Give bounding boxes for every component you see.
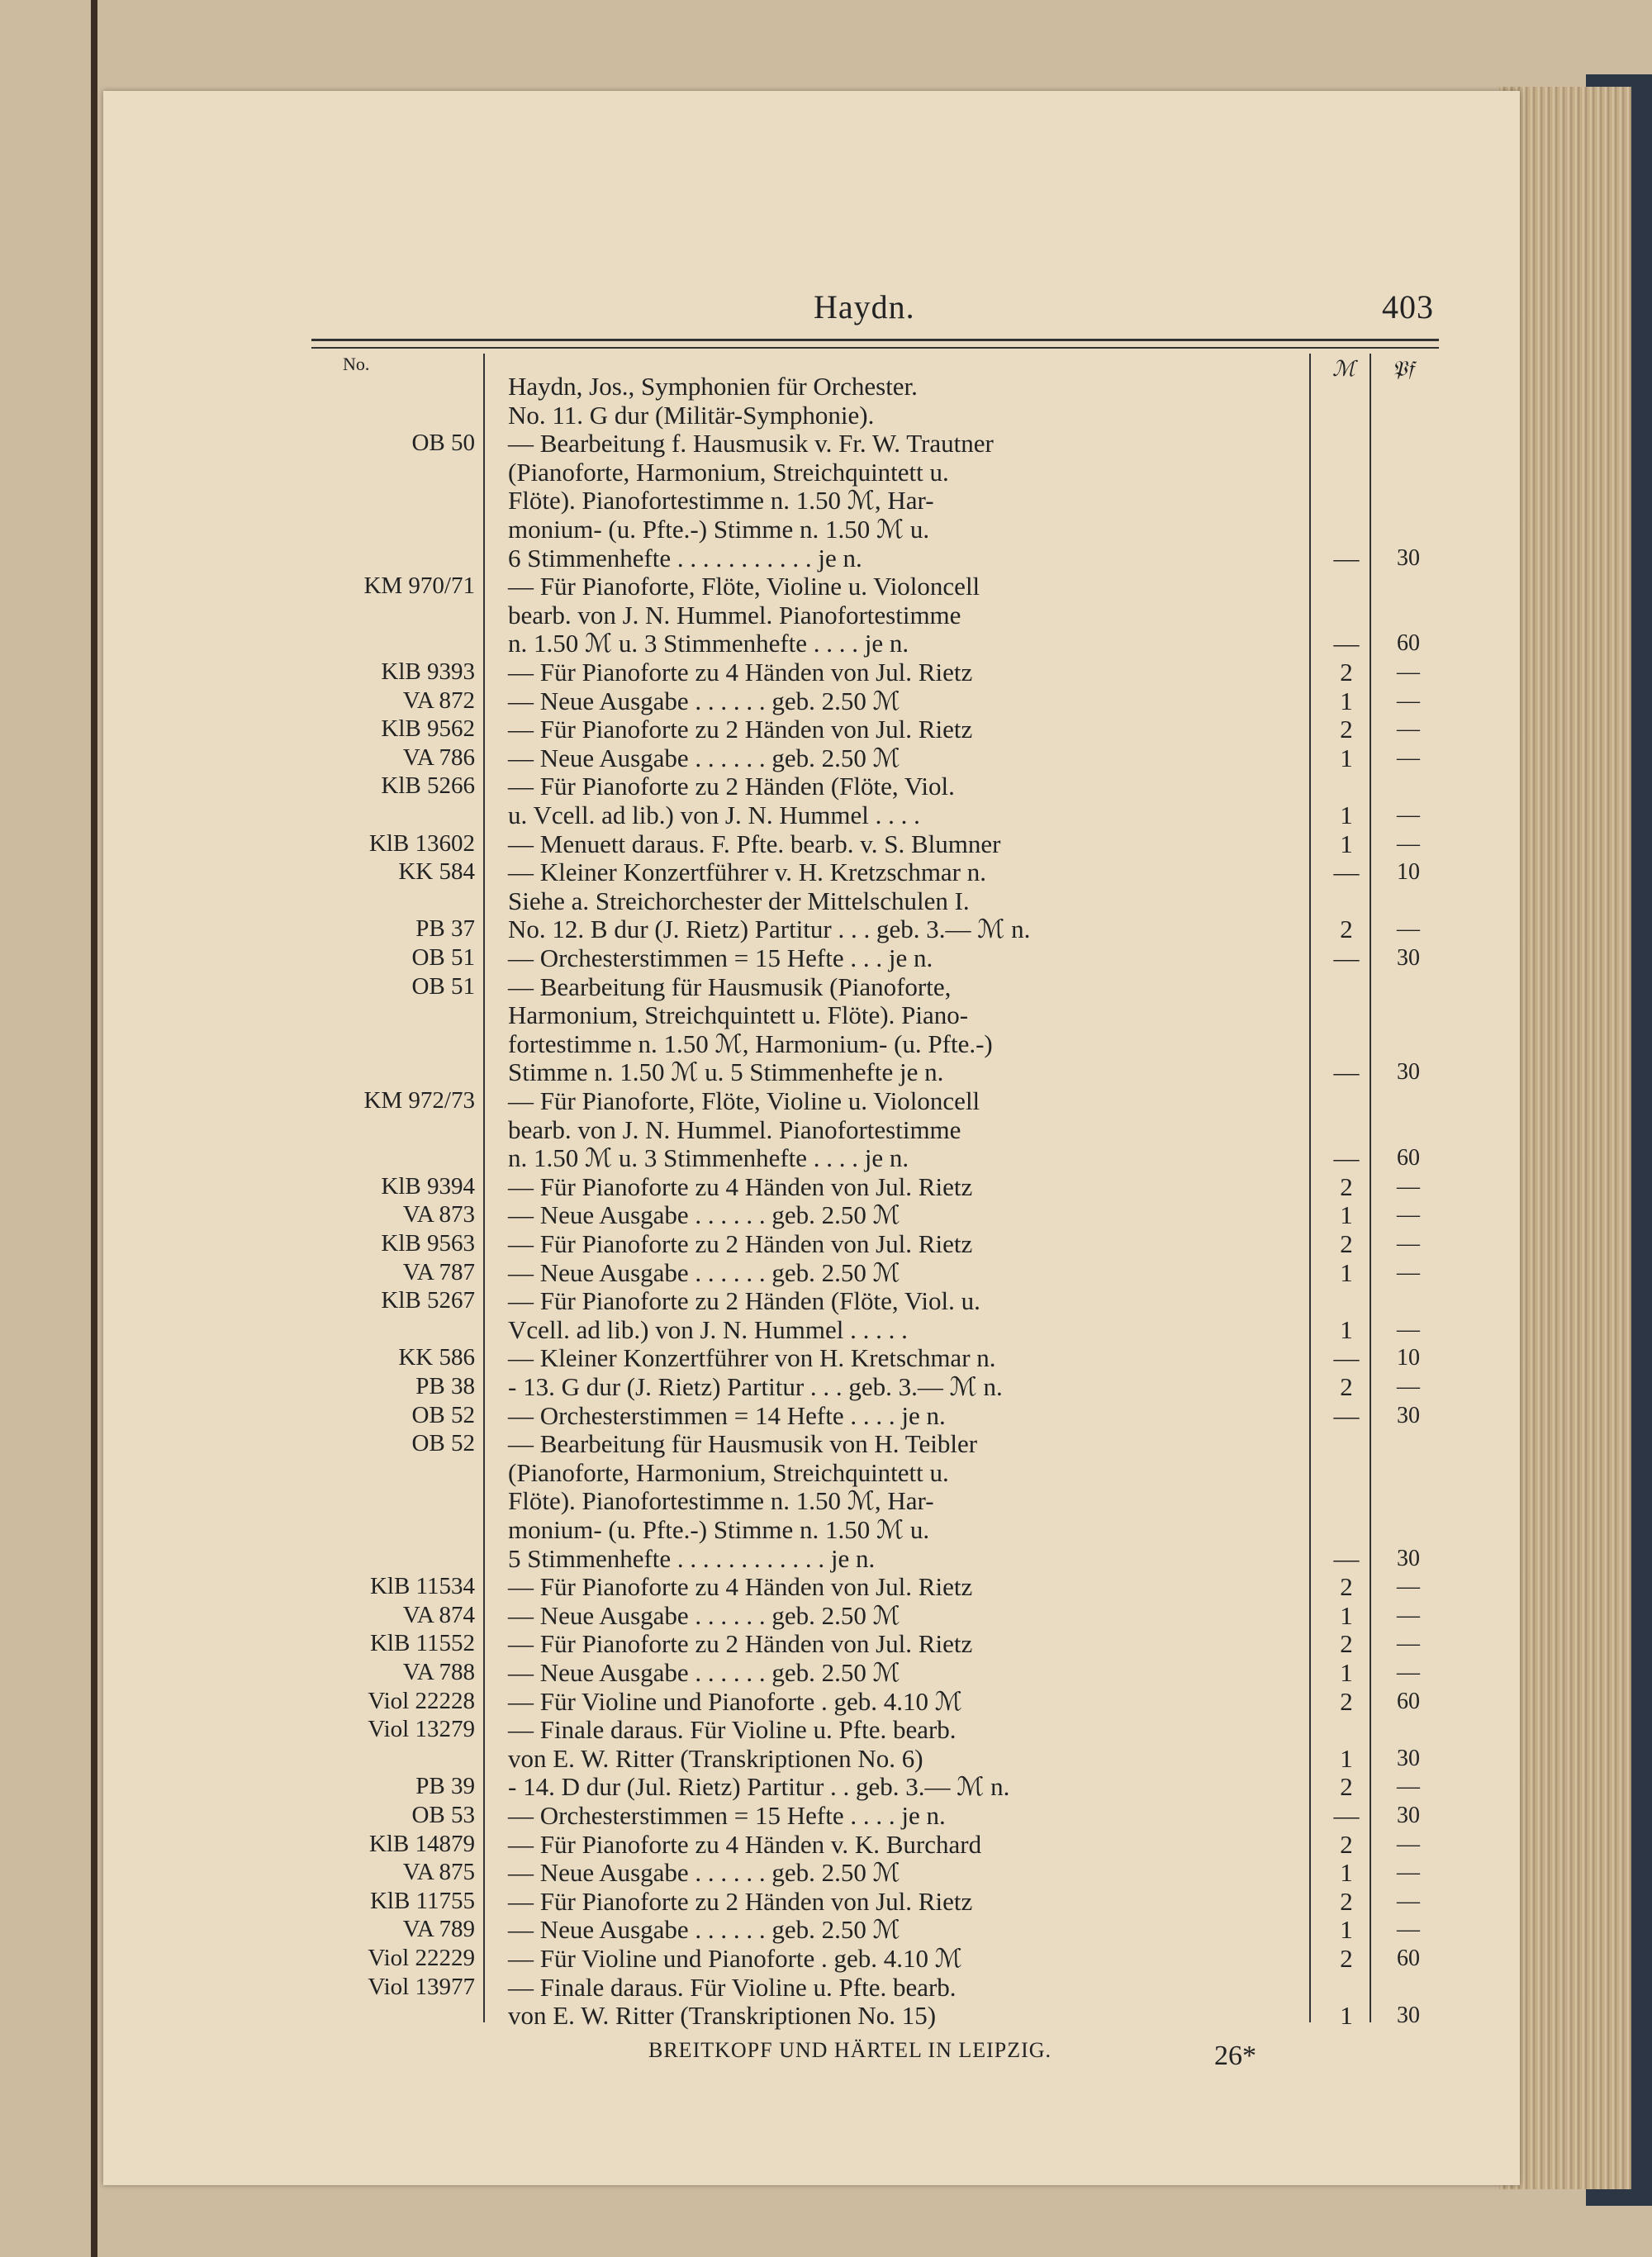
catalog-number: OB 50 — [411, 430, 475, 457]
page-number: 403 — [1382, 288, 1434, 325]
catalog-row — [318, 687, 1441, 715]
catalog-row — [318, 1401, 1441, 1430]
entry-text: — Menuett daraus. F. Pfte. bearb. v. S. Blumner — [508, 829, 1001, 858]
catalog-row — [318, 1887, 1441, 1916]
catalog-row — [318, 1000, 1441, 1029]
catalog-row — [318, 1143, 1441, 1172]
price-mark: 1 — [1340, 743, 1353, 772]
entry-text: Haydn, Jos., Symphonien für Orchester. — [508, 372, 918, 401]
catalog-row — [318, 1286, 1441, 1315]
price-pfennig: 60 — [1397, 1145, 1420, 1171]
price-pfennig: — — [1397, 1202, 1420, 1228]
catalog-row — [318, 1343, 1441, 1372]
entry-text: — Neue Ausgabe . . . . . . geb. 2.50 ℳ — [508, 1257, 900, 1287]
price-pfennig: 30 — [1397, 1803, 1420, 1828]
entry-text: fortestimme n. 1.50 ℳ, Harmonium- (u. Pfte.-) — [508, 1029, 993, 1058]
entry-text: (Pianoforte, Harmonium, Streichquintett u. — [508, 457, 949, 487]
entry-text: — Für Pianoforte zu 4 Händen von Jul. Rietz — [508, 1572, 973, 1602]
entry-text: — Für Pianoforte zu 4 Händen v. K. Burchard — [508, 1829, 982, 1859]
entry-text: — Für Violine und Pianoforte . geb. 4.10 ℳ — [508, 1686, 962, 1716]
catalog-number: PB 37 — [415, 915, 475, 943]
price-pfennig: 10 — [1397, 1345, 1420, 1371]
entry-text: u. Vcell. ad lib.) von J. N. Hummel . . . . — [508, 801, 920, 829]
catalog-row — [318, 544, 1441, 573]
price-pfennig: 30 — [1397, 1745, 1420, 1771]
catalog-number: KM 972/73 — [363, 1087, 475, 1114]
entry-text: Flöte). Pianofortestimme n. 1.50 ℳ, Har- — [508, 486, 934, 516]
entry-text: Flöte). Pianofortestimme n. 1.50 ℳ, Har- — [508, 1486, 934, 1516]
price-mark: 2 — [1340, 1229, 1353, 1258]
entry-text: 6 Stimmenhefte . . . . . . . . . . . je n. — [508, 543, 862, 573]
price-pfennig: 30 — [1397, 2003, 1420, 2029]
price-mark: 2 — [1340, 1171, 1353, 1201]
catalog-row — [318, 1830, 1441, 1859]
catalog-number: KlB 9394 — [381, 1172, 475, 1200]
entry-text: — Für Pianoforte zu 2 Händen (Flöte, Viol. — [508, 772, 955, 801]
price-mark: 2 — [1340, 1944, 1353, 1973]
catalog-row — [318, 1429, 1441, 1458]
catalog-number: OB 52 — [411, 1430, 475, 1457]
price-mark: 1 — [1340, 1743, 1353, 1773]
price-mark: 1 — [1340, 1600, 1353, 1630]
entry-text: n. 1.50 ℳ u. 3 Stimmenhefte . . . . je n. — [508, 1143, 909, 1173]
entry-text: No. 11. G dur (Militär-Symphonie). — [508, 400, 875, 430]
catalog-row — [318, 715, 1441, 744]
price-mark: 2 — [1340, 1572, 1353, 1602]
price-mark: — — [1333, 1143, 1360, 1173]
entry-text: — Bearbeitung für Hausmusik (Pianoforte, — [508, 972, 952, 1001]
price-pfennig: 30 — [1397, 544, 1420, 571]
entry-text: Vcell. ad lib.) von J. N. Hummel . . . . . — [508, 1314, 908, 1344]
price-pfennig: — — [1397, 1631, 1420, 1657]
price-mark: 2 — [1340, 715, 1353, 744]
column-header-pfennig: 𝔓𝔣 — [1392, 357, 1414, 381]
entry-text: — Neue Ausgabe . . . . . . geb. 2.50 ℳ — [508, 1858, 900, 1888]
price-mark: — — [1333, 858, 1360, 887]
price-pfennig: — — [1397, 1602, 1420, 1628]
entry-text: — Für Pianoforte, Flöte, Violine u. Violoncell — [508, 572, 980, 601]
price-mark: 1 — [1340, 829, 1353, 858]
entry-text: Stimme n. 1.50 ℳ u. 5 Stimmenhefte je n. — [508, 1057, 944, 1087]
entry-text: — Neue Ausgabe . . . . . . geb. 2.50 ℳ — [508, 743, 900, 772]
catalog-row — [318, 515, 1441, 544]
catalog-row — [318, 829, 1441, 858]
catalog-number: Viol 13279 — [368, 1716, 475, 1743]
catalog-number: KlB 5266 — [381, 772, 475, 800]
price-pfennig: — — [1397, 802, 1420, 828]
catalog-row — [318, 458, 1441, 487]
price-pfennig: 60 — [1397, 630, 1420, 657]
entry-text: von E. W. Ritter (Transkriptionen No. 6) — [508, 1743, 923, 1773]
header-rule-thin — [311, 347, 1439, 349]
catalog-row — [318, 1772, 1441, 1801]
catalog-row — [318, 1572, 1441, 1601]
catalog-row — [318, 486, 1441, 515]
entry-text: — Für Pianoforte zu 2 Händen von Jul. Rietz — [508, 1629, 973, 1659]
entry-text: — Orchesterstimmen = 14 Hefte . . . . je n. — [508, 1400, 946, 1430]
catalog-row — [318, 1229, 1441, 1258]
entry-text: — Für Pianoforte zu 4 Händen von Jul. Rietz — [508, 1171, 973, 1201]
price-mark: — — [1333, 1801, 1360, 1830]
entry-text: von E. W. Ritter (Transkriptionen No. 15) — [508, 2001, 937, 2031]
catalog-number: PB 39 — [415, 1773, 475, 1800]
catalog-number: KlB 11534 — [369, 1573, 475, 1600]
entry-text: — Neue Ausgabe . . . . . . geb. 2.50 ℳ — [508, 686, 900, 715]
catalog-row — [318, 1115, 1441, 1144]
entry-text: 5 Stimmenhefte . . . . . . . . . . . . je n. — [508, 1543, 876, 1573]
price-pfennig: 30 — [1397, 945, 1420, 971]
catalog-number: Viol 13977 — [368, 1973, 475, 2000]
catalog-number: VA 872 — [402, 687, 475, 714]
catalog-row — [318, 943, 1441, 972]
price-pfennig: — — [1397, 1660, 1420, 1685]
price-mark: — — [1333, 543, 1360, 573]
catalog-row — [318, 801, 1441, 829]
catalog-row — [318, 772, 1441, 801]
price-mark: — — [1333, 1400, 1360, 1430]
catalog-number: KlB 14879 — [368, 1830, 475, 1857]
price-pfennig: — — [1397, 830, 1420, 857]
catalog-number: KM 970/71 — [363, 573, 475, 600]
catalog-row — [318, 1200, 1441, 1229]
catalog-row — [318, 744, 1441, 772]
entry-text: — Für Pianoforte zu 4 Händen von Jul. Rietz — [508, 658, 973, 687]
price-pfennig: — — [1397, 744, 1420, 771]
header-rule — [311, 339, 1439, 341]
price-mark: — — [1333, 1057, 1360, 1087]
catalog-row — [318, 858, 1441, 886]
catalog-row — [318, 1086, 1441, 1115]
entry-text: bearb. von J. N. Hummel. Pianofortestimme — [508, 600, 961, 630]
catalog-row — [318, 1258, 1441, 1287]
price-mark: — — [1333, 1543, 1360, 1573]
entry-text: No. 12. B dur (J. Rietz) Partitur . . . geb. 3.— ℳ n. — [508, 915, 1031, 944]
catalog-row — [318, 1944, 1441, 1973]
catalog-number: VA 874 — [402, 1601, 475, 1628]
catalog-row — [318, 1486, 1441, 1515]
price-pfennig: 30 — [1397, 1402, 1420, 1428]
price-pfennig: — — [1397, 1831, 1420, 1857]
catalog-row — [318, 1658, 1441, 1687]
price-mark: 1 — [1340, 1314, 1353, 1344]
entry-text: — Für Pianoforte, Flöte, Violine u. Violoncell — [508, 1086, 980, 1115]
price-mark: — — [1333, 629, 1360, 658]
catalog-row — [318, 1715, 1441, 1744]
column-header-number: No. — [343, 354, 370, 374]
catalog-row — [318, 572, 1441, 601]
catalog-number: VA 788 — [402, 1659, 475, 1685]
price-pfennig: — — [1397, 716, 1420, 743]
entry-text: — Für Violine und Pianoforte . geb. 4.10 ℳ — [508, 1944, 962, 1973]
entry-text: — Für Pianoforte zu 2 Händen von Jul. Rietz — [508, 1886, 973, 1916]
catalog-number: PB 38 — [415, 1373, 475, 1399]
catalog-row — [318, 1915, 1441, 1944]
catalog-row — [318, 1057, 1441, 1086]
catalog-row — [318, 886, 1441, 915]
catalog-number: VA 787 — [402, 1258, 475, 1285]
price-mark: 1 — [1340, 1257, 1353, 1287]
catalog-row — [318, 1601, 1441, 1630]
catalog-number: VA 789 — [402, 1916, 475, 1943]
price-pfennig: 60 — [1397, 1688, 1420, 1714]
catalog-number: Viol 22229 — [368, 1945, 475, 1971]
catalog-row — [318, 1629, 1441, 1658]
entry-text: — Finale daraus. Für Violine u. Pfte. bearb. — [508, 1715, 957, 1745]
catalog-number: KlB 13602 — [368, 829, 475, 857]
price-pfennig: — — [1397, 1316, 1420, 1342]
catalog-row — [318, 1544, 1441, 1573]
column-header-mark: ℳ — [1332, 357, 1355, 381]
running-head-title: Haydn. — [814, 288, 915, 325]
catalog-number: Viol 22228 — [368, 1687, 475, 1714]
catalog-number: KlB 9563 — [381, 1230, 475, 1257]
price-pfennig: — — [1397, 1231, 1420, 1257]
entry-text: — Für Pianoforte zu 2 Händen (Flöte, Viol. u. — [508, 1286, 980, 1316]
price-pfennig: — — [1397, 659, 1420, 685]
price-mark: 2 — [1340, 1629, 1353, 1659]
catalog-number: VA 786 — [402, 744, 475, 771]
price-pfennig: 30 — [1397, 1545, 1420, 1571]
publisher-footer: BREITKOPF UND HÄRTEL IN LEIPZIG. — [648, 2038, 1052, 2062]
entry-text: — Neue Ausgabe . . . . . . geb. 2.50 ℳ — [508, 1915, 900, 1945]
entry-text: — Bearbeitung f. Hausmusik v. Fr. W. Trautner — [508, 429, 994, 459]
price-mark: 2 — [1340, 658, 1353, 687]
catalog-number: OB 52 — [411, 1401, 475, 1428]
price-pfennig: — — [1397, 1888, 1420, 1914]
catalog-row — [318, 372, 1441, 401]
catalog-number: OB 51 — [411, 944, 475, 971]
entry-text: — Für Pianoforte zu 2 Händen von Jul. Rietz — [508, 1229, 973, 1258]
price-mark: 1 — [1340, 1658, 1353, 1687]
catalog-row — [318, 1515, 1441, 1544]
entry-text: — Orchesterstimmen = 15 Hefte . . . . je n. — [508, 1801, 946, 1830]
price-mark: 1 — [1340, 686, 1353, 715]
catalog-row — [318, 1687, 1441, 1716]
price-mark: 1 — [1340, 1200, 1353, 1230]
price-pfennig: — — [1397, 1259, 1420, 1285]
entry-text: — Bearbeitung für Hausmusik von H. Teibler — [508, 1429, 978, 1459]
catalog-row — [318, 401, 1441, 430]
price-mark: 1 — [1340, 801, 1353, 829]
price-pfennig: — — [1397, 1860, 1420, 1886]
catalog-number: KlB 5267 — [381, 1287, 475, 1314]
price-mark: 2 — [1340, 1772, 1353, 1802]
catalog-number: KK 586 — [398, 1344, 475, 1371]
catalog-row — [318, 1744, 1441, 1773]
catalog-row — [318, 2001, 1441, 2030]
entry-text: n. 1.50 ℳ u. 3 Stimmenhefte . . . . je n. — [508, 629, 909, 658]
price-pfennig: — — [1397, 916, 1420, 943]
catalog-number: VA 875 — [402, 1859, 475, 1886]
entry-text: — Für Pianoforte zu 2 Händen von Jul. Rietz — [508, 715, 973, 744]
entry-text: — Neue Ausgabe . . . . . . geb. 2.50 ℳ — [508, 1200, 900, 1230]
price-mark: 2 — [1340, 915, 1353, 944]
price-mark: 1 — [1340, 1858, 1353, 1888]
price-pfennig: — — [1397, 1173, 1420, 1200]
entry-text: Siehe a. Streichorchester der Mittelschulen I. — [508, 886, 970, 915]
entry-text: — Neue Ausgabe . . . . . . geb. 2.50 ℳ — [508, 1658, 900, 1687]
entry-text: monium- (u. Pfte.-) Stimme n. 1.50 ℳ u. — [508, 1515, 930, 1544]
entry-text: — Finale daraus. Für Violine u. Pfte. bearb. — [508, 1972, 957, 2002]
catalog-number: KlB 9562 — [381, 715, 475, 743]
catalog-number: VA 873 — [402, 1201, 475, 1228]
entry-text: (Pianoforte, Harmonium, Streichquintett u. — [508, 1457, 949, 1487]
price-pfennig: — — [1397, 1374, 1420, 1399]
catalog-row — [318, 658, 1441, 687]
catalog-number: OB 53 — [411, 1802, 475, 1828]
catalog-row — [318, 1029, 1441, 1058]
price-mark: 2 — [1340, 1886, 1353, 1916]
catalog-row — [318, 1315, 1441, 1344]
catalog-row — [318, 1801, 1441, 1830]
entry-text: — Orchesterstimmen = 15 Hefte . . . je n. — [508, 943, 933, 972]
catalog-row — [318, 429, 1441, 458]
catalog-number: KlB 11552 — [369, 1630, 475, 1657]
price-pfennig: — — [1397, 687, 1420, 714]
price-pfennig: — — [1397, 1774, 1420, 1800]
signature-mark: 26* — [1214, 2041, 1256, 2071]
price-mark: 2 — [1340, 1372, 1353, 1401]
catalog-row — [318, 1172, 1441, 1201]
price-mark: — — [1333, 943, 1360, 972]
price-mark: 1 — [1340, 2001, 1353, 2031]
entry-text: - 14. D dur (Jul. Rietz) Partitur . . geb. 3.— ℳ n. — [508, 1772, 1010, 1802]
entry-text: bearb. von J. N. Hummel. Pianofortestimme — [508, 1114, 961, 1144]
price-pfennig: 10 — [1397, 859, 1420, 886]
price-mark: 2 — [1340, 1686, 1353, 1716]
catalog-page — [103, 91, 1520, 2185]
price-pfennig: 60 — [1397, 1946, 1420, 1971]
entry-text: - 13. G dur (J. Rietz) Partitur . . . geb. 3.— ℳ n. — [508, 1372, 1003, 1401]
catalog-row — [318, 1858, 1441, 1887]
price-mark: 2 — [1340, 1829, 1353, 1859]
catalog-row — [318, 1973, 1441, 2002]
catalog-row — [318, 972, 1441, 1001]
catalog-row — [318, 629, 1441, 658]
catalog-row — [318, 1458, 1441, 1487]
price-mark: — — [1333, 1343, 1360, 1373]
entry-text: monium- (u. Pfte.-) Stimme n. 1.50 ℳ u. — [508, 515, 930, 544]
catalog-number: KK 584 — [398, 858, 475, 886]
entry-text: — Kleiner Konzertführer von H. Kretschmar n. — [508, 1343, 996, 1373]
entry-text: — Neue Ausgabe . . . . . . geb. 2.50 ℳ — [508, 1600, 900, 1630]
catalog-number: OB 51 — [411, 972, 475, 1000]
entry-text: — Kleiner Konzertführer v. H. Kretzschmar n. — [508, 858, 987, 887]
entry-text: Harmonium, Streichquintett u. Flöte). Piano- — [508, 1000, 969, 1030]
catalog-row — [318, 601, 1441, 630]
catalog-row — [318, 915, 1441, 943]
price-pfennig: 30 — [1397, 1059, 1420, 1086]
catalog-number: KlB 11755 — [369, 1887, 475, 1914]
catalog-number: KlB 9393 — [381, 658, 475, 685]
catalog-row — [318, 1372, 1441, 1401]
price-pfennig: — — [1397, 1917, 1420, 1943]
price-pfennig: — — [1397, 1574, 1420, 1600]
price-mark: 1 — [1340, 1915, 1353, 1945]
